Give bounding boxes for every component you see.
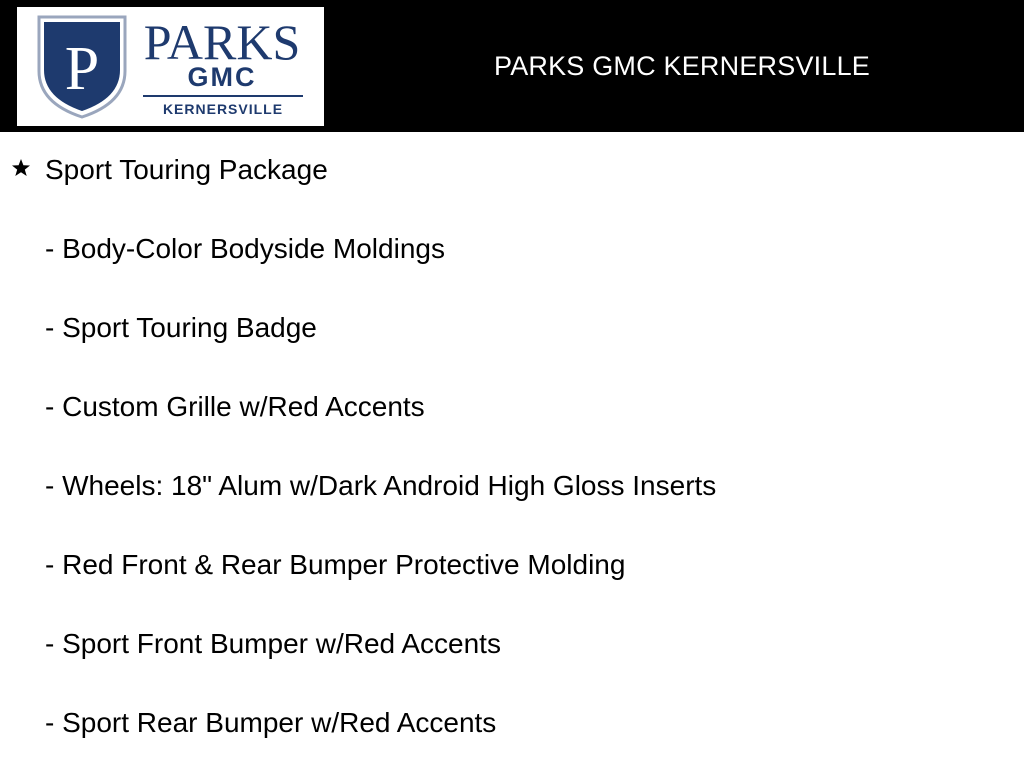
feature-item: - Body-Color Bodyside Moldings bbox=[45, 233, 445, 264]
dealer-logo bbox=[17, 7, 324, 126]
feature-list bbox=[45, 231, 716, 784]
feature-item: - Sport Rear Bumper w/Red Accents bbox=[45, 707, 497, 738]
logo-location-text: KERNERSVILLE bbox=[162, 101, 284, 117]
shield-letter: P bbox=[64, 35, 100, 103]
feature-item: - Custom Grille w/Red Accents bbox=[45, 391, 425, 422]
star-icon bbox=[11, 158, 31, 178]
feature-item: - Sport Touring Badge bbox=[45, 312, 317, 343]
feature-item: - Red Front & Rear Bumper Protective Molding bbox=[45, 549, 626, 580]
logo-brand-text: PARKS bbox=[143, 14, 301, 70]
header-bar bbox=[0, 0, 1024, 132]
package-title: Sport Touring Package bbox=[45, 154, 328, 185]
package-details bbox=[0, 132, 1024, 768]
parks-gmc-logo-graphic bbox=[17, 7, 324, 126]
logo-make-text: GMC bbox=[187, 62, 257, 92]
feature-item: - Sport Front Bumper w/Red Accents bbox=[45, 628, 501, 659]
dealer-title: PARKS GMC KERNERSVILLE bbox=[493, 51, 870, 81]
feature-item: - Wheels: 18" Alum w/Dark Android High Gloss Inserts bbox=[45, 470, 717, 501]
